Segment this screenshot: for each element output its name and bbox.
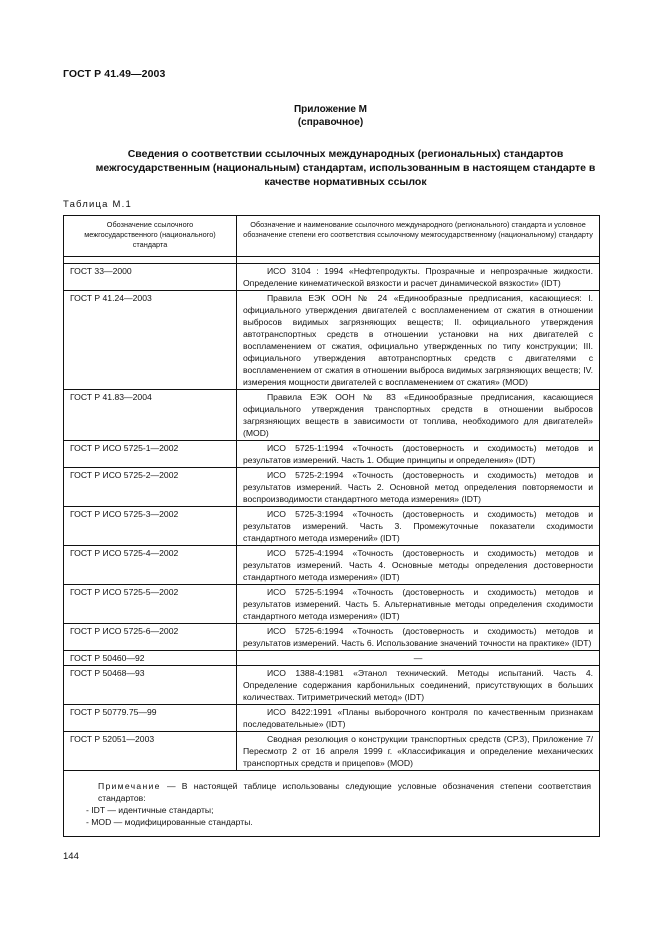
spacer-cell: [237, 257, 600, 264]
national-standard-cell: ГОСТ 33—2000: [64, 264, 237, 291]
international-standard-cell: Правила ЕЭК ООН № 83 «Единообразные предписания, касающиеся официального утверждения транспортных средств в отношении выбросов загрязняющих веществ в зависимости от топлива, необходимого для двигателей» (MOD): [237, 390, 600, 441]
note-body: — В настоящей таблице использованы следующие условные обозначения степени соответствия стандартов:: [98, 781, 591, 803]
international-standard-cell: ИСО 1388-4:1981 «Этанол технический. Методы испытаний. Часть 4. Определение содержания карбонильных соединений, присутствующих в больших количествах. Титриметрический метод» (IDT): [237, 666, 600, 705]
table-row: [64, 705, 599, 732]
note-text: [72, 780, 591, 804]
international-standard-cell: ИСО 5725-2:1994 «Точность (достоверность и сходимость) методов и результатов измерений. Часть 2. Основной метод определения повторяемости и воспроизводимости стандартного метода измерения» (IDT): [237, 468, 600, 507]
international-standard-cell: ИСО 5725-3:1994 «Точность (достоверность и сходимость) методов и результатов измерений. Часть 3. Промежуточные показатели сходимости стандартного метода измерений» (IDT): [237, 507, 600, 546]
national-standard-cell: ГОСТ Р ИСО 5725-4—2002: [64, 546, 237, 585]
international-standard-cell: ИСО 5725-1:1994 «Точность (достоверность и сходимость) методов и результатов измерений. Часть 1. Общие принципы и определения» (IDT): [237, 441, 600, 468]
table-row: [64, 666, 599, 705]
national-standard-cell: ГОСТ Р ИСО 5725-3—2002: [64, 507, 237, 546]
table-grid: [64, 216, 599, 771]
annex-subtitle: (справочное): [297, 117, 364, 128]
note-item: - IDT — идентичные стандарты;: [86, 805, 214, 815]
international-standard-cell: ИСО 5725-6:1994 «Точность (достоверность и сходимость) методов и результатов измерений. Часть 6. Использование значений точности на практике» (IDT): [237, 624, 600, 651]
column-header-national: Обозначение ссылочного межгосударственного (национального) стандарта: [64, 216, 237, 257]
table-row: [64, 390, 599, 441]
international-standard-cell: Правила ЕЭК ООН № 24 «Единообразные предписания, касающиеся: I. официального утверждения двигателей с воспламенением от сжатия в отношении выбросов видимых загрязняющих веществ; II. официального утверждения автотранспортных средств в отношении установки на них двигателей с воспламенением от сжатия, официально утвержденных по типу конструкции; III. официального утверждения автотранспортных средств с двигателями с воспламенением от сжатия в отношении выброса видимых загрязняющих веществ; IV. измерения мощности двигателей с воспламенением от сжатия» (MOD): [237, 291, 600, 390]
international-standard-cell: Сводная резолюция о конструкции транспортных средств (СР.3), Приложение 7/Пересмотр 2 от 16 апреля 1999 г. «Классификация и определение механических транспортных средств и прицепов» (MOD): [237, 732, 600, 771]
international-standard-cell: ИСО 5725-5:1994 «Точность (достоверность и сходимость) методов и результатов измерений. Часть 5. Альтернативные методы определения сходимости стандартного метода измерения» (IDT): [237, 585, 600, 624]
table-row: [64, 441, 599, 468]
national-standard-cell: ГОСТ Р ИСО 5725-1—2002: [64, 441, 237, 468]
column-header-international: Обозначение и наименование ссылочного международного (регионального) стандарта и условное обозначение степени его соответствия ссылочному межгосударственному (национальному) стандарту: [237, 216, 600, 257]
national-standard-cell: ГОСТ Р ИСО 5725-5—2002: [64, 585, 237, 624]
header-spacer-row: [64, 257, 599, 264]
table-header-row: [64, 216, 599, 257]
national-standard-cell: ГОСТ Р 41.24—2003: [64, 291, 237, 390]
table-note: [64, 771, 599, 836]
national-standard-cell: ГОСТ Р 41.83—2004: [64, 390, 237, 441]
table-row: [64, 585, 599, 624]
table-row: [64, 651, 599, 666]
table-row: [64, 732, 599, 771]
page-number: 144: [63, 851, 79, 862]
table-row: [64, 291, 599, 390]
table-row: [64, 468, 599, 507]
table-row: [64, 264, 599, 291]
table-row: [64, 546, 599, 585]
standard-header: ГОСТ Р 41.49—2003: [63, 68, 166, 80]
national-standard-cell: ГОСТ Р 50460—92: [64, 651, 237, 666]
table-row: [64, 624, 599, 651]
international-standard-cell: ИСО 5725-4:1994 «Точность (достоверность и сходимость) методов и результатов измерений. Часть 4. Основные методы определения достоверности стандартного метода измерения» (IDT): [237, 546, 600, 585]
international-standard-cell: ИСО 3104 : 1994 «Нефтепродукты. Прозрачные и непрозрачные жидкости. Определение кинематической вязкости и расчет динамической вязкости» (IDT): [237, 264, 600, 291]
note-label: Примечание: [98, 781, 161, 791]
annex-title: Приложение М: [293, 104, 368, 115]
national-standard-cell: ГОСТ Р 50468—93: [64, 666, 237, 705]
note-item: - MOD — модифицированные стандарты.: [86, 817, 253, 827]
national-standard-cell: ГОСТ Р 50779.75—99: [64, 705, 237, 732]
table-row: [64, 507, 599, 546]
correspondence-table: [63, 215, 600, 837]
annex-title-block: [0, 103, 661, 129]
national-standard-cell: ГОСТ Р ИСО 5725-6—2002: [64, 624, 237, 651]
section-heading: Сведения о соответствии ссылочных международных (региональных) стандартов межгосударственным (национальным) стандартам, использованным в настоящем стандарте в качестве нормативных ссылок: [95, 148, 596, 188]
international-standard-cell: —: [237, 651, 600, 666]
spacer-cell: [64, 257, 237, 264]
international-standard-cell: ИСО 8422:1991 «Планы выборочного контроля по качественным признакам последовательные» (IDT): [237, 705, 600, 732]
table-caption: Таблица М.1: [63, 199, 132, 210]
national-standard-cell: ГОСТ Р ИСО 5725-2—2002: [64, 468, 237, 507]
national-standard-cell: ГОСТ Р 52051—2003: [64, 732, 237, 771]
